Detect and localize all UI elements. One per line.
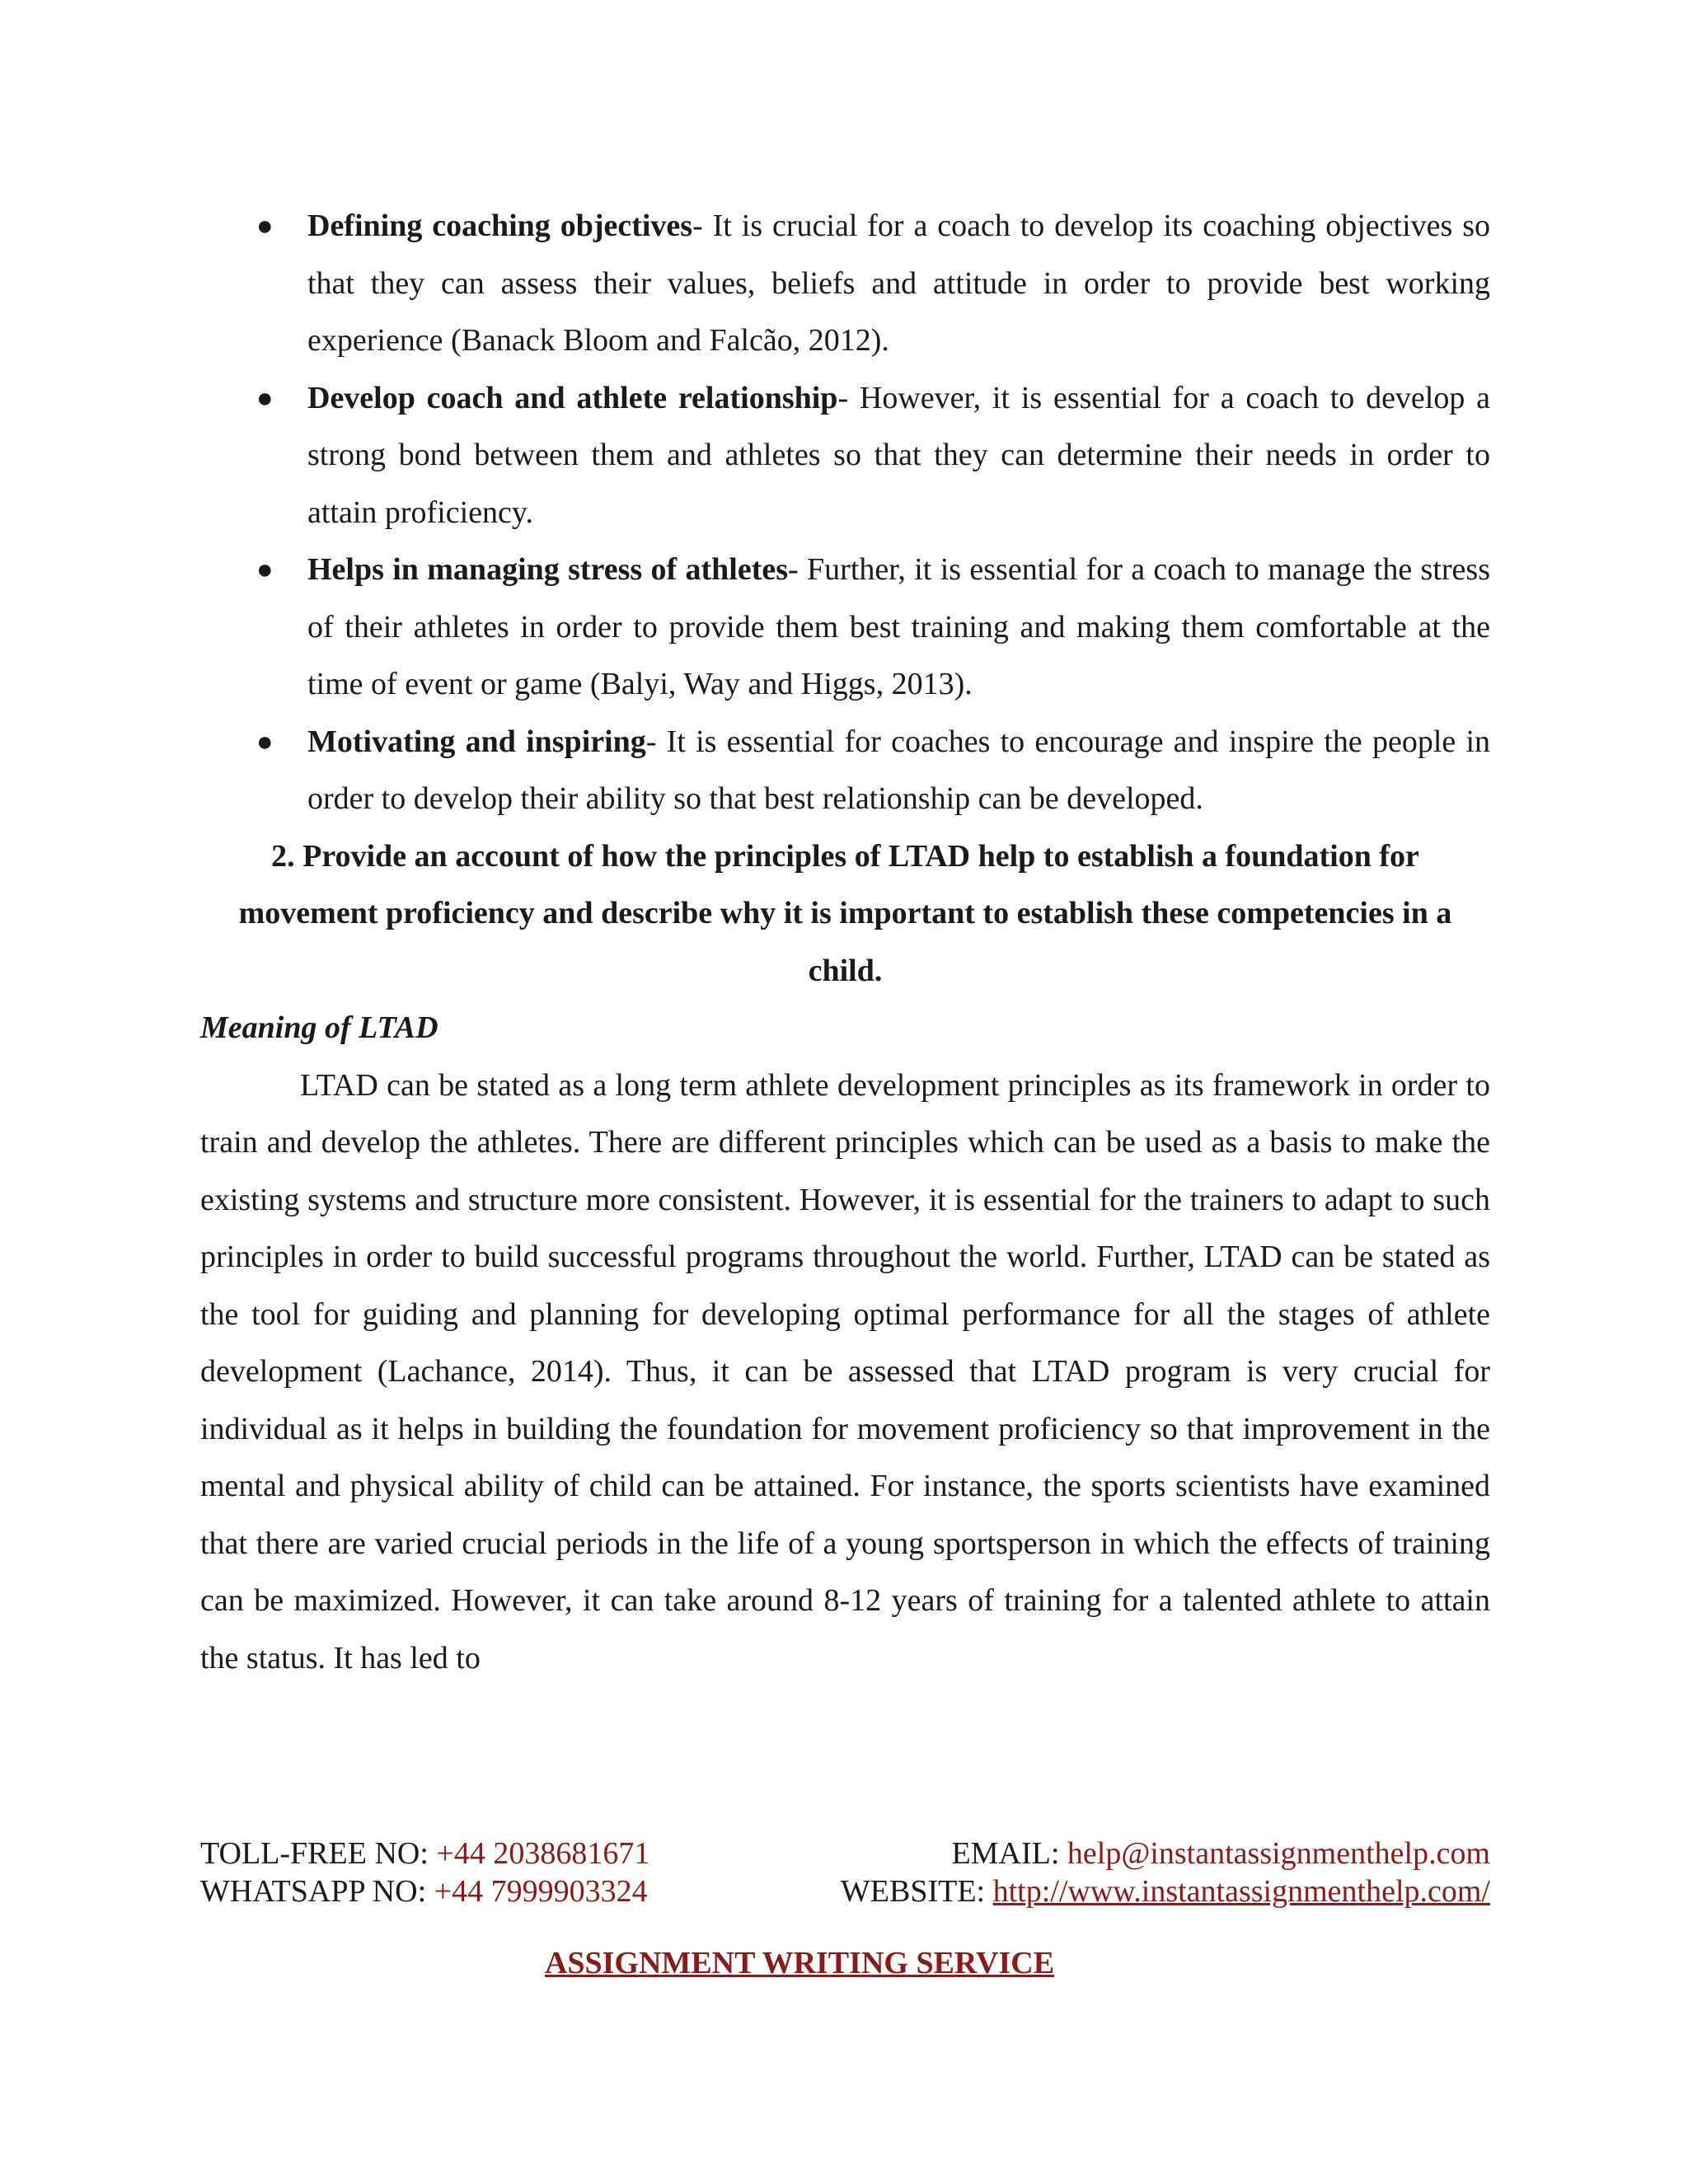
list-item bbox=[200, 370, 1490, 542]
bullet-text: - It is crucial for a coach to develop its coaching objectives so that they can assess their values, beliefs and attitude in order to provide best working experience (Banack Bloom and Falcão, 2012). bbox=[307, 209, 1490, 358]
document-body bbox=[200, 198, 1490, 1687]
list-item bbox=[200, 714, 1490, 828]
question-heading: 2. Provide an account of how the principles of LTAD help to establish a foundation for movement proficiency and describe why it is important to establish these competencies in a child. bbox=[238, 838, 1452, 988]
bullet-icon: ● bbox=[256, 726, 274, 757]
body-paragraph: LTAD can be stated as a long term athlete development principles as its framework in order to train and develop the athletes. There are different principles which can be used as a basis to make the existing systems and structure more consistent. However, it is essential for the trainers to adapt to such principles in order to build successful programs throughout the world. Further, LTAD can be stated as the tool for guiding and planning for developing optimal performance for all the stages of athlete development (Lachance, 2014). Thus, it can be assessed that LTAD program is very crucial for individual as it helps in building the foundation for movement proficiency so that improvement in the mental and physical ability of child can be attained. For instance, the sports scientists have examined that there are varied crucial periods in the life of a young sportsperson in which the effects of training can be maximized. However, it can take around 8-12 years of training for a talented athlete to attain the status. It has led to bbox=[200, 1067, 1490, 1675]
email-label: EMAIL: bbox=[951, 1836, 1067, 1871]
bullet-term: Motivating and inspiring bbox=[307, 724, 646, 759]
email-link[interactable]: help@instantassignmenthelp.com bbox=[1067, 1836, 1490, 1871]
bullet-text: - Further, it is essential for a coach to manage the stress of their athletes in order to provide them best training and making them comfortable at the time of event or game (Balyi, Way and Higgs, 2013). bbox=[307, 552, 1490, 701]
tollfree-label: TOLL-FREE NO: bbox=[200, 1836, 437, 1871]
whatsapp-contact bbox=[200, 1872, 648, 1910]
bullet-term: Defining coaching objectives bbox=[307, 209, 693, 243]
website-label: WEBSITE: bbox=[840, 1874, 993, 1909]
bullet-term: Develop coach and athlete relationship bbox=[307, 380, 838, 415]
contact-footer bbox=[200, 1835, 1490, 1910]
bullet-list bbox=[200, 198, 1490, 828]
bullet-text: - It is essential for coaches to encourage and inspire the people in order to develop their ability so that best relationship can be developed. bbox=[307, 724, 1491, 816]
whatsapp-label: WHATSAPP NO: bbox=[200, 1874, 434, 1909]
bullet-icon: ● bbox=[256, 555, 274, 585]
whatsapp-number[interactable]: +44 7999903324 bbox=[434, 1874, 648, 1909]
list-item bbox=[200, 541, 1490, 714]
bullet-text: - However, it is essential for a coach to develop a strong bond between them and athletes so that they can determine their needs in order to attain proficiency. bbox=[307, 380, 1491, 530]
list-item bbox=[200, 198, 1490, 370]
assignment-service-link[interactable]: ASSIGNMENT WRITING SERVICE bbox=[544, 1946, 1055, 1980]
bullet-icon: ● bbox=[256, 211, 274, 241]
tollfree-number[interactable]: +44 2038681671 bbox=[436, 1836, 650, 1871]
footer-row-2 bbox=[200, 1872, 1490, 1910]
bullet-term: Helps in managing stress of athletes bbox=[307, 552, 789, 587]
tollfree-contact bbox=[200, 1835, 649, 1872]
website-contact bbox=[841, 1872, 1490, 1910]
email-contact bbox=[952, 1835, 1490, 1872]
footer-row-1 bbox=[200, 1835, 1490, 1872]
section-subheading: Meaning of LTAD bbox=[200, 1010, 438, 1045]
website-link[interactable]: http://www.instantassignmenthelp.com/ bbox=[992, 1874, 1490, 1909]
bullet-icon: ● bbox=[256, 382, 274, 414]
